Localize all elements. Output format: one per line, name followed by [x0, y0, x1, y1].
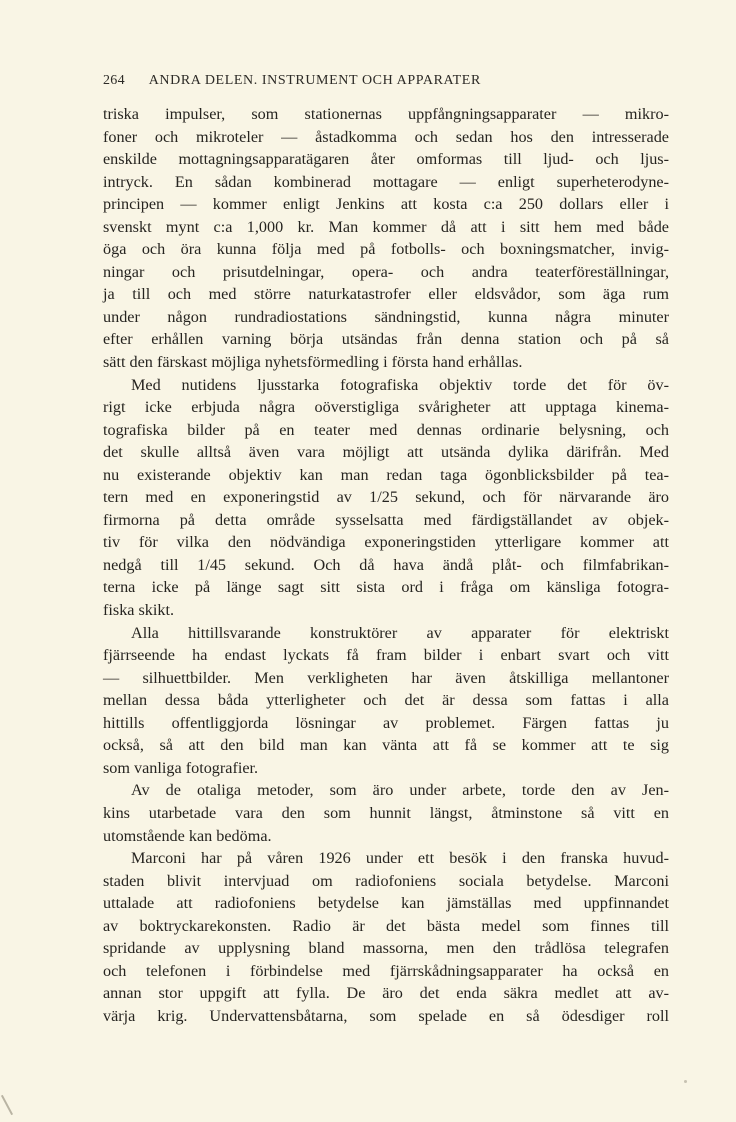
text-line: Marconi har på våren 1926 under ett besök i den franska huvud- [131, 849, 669, 868]
text-line: enskilde mottagningsapparatägaren åter omformas till ljud- och ljus- [103, 150, 669, 169]
text-line: Med nutidens ljusstarka fotografiska objektiv torde det för öv- [131, 375, 669, 394]
page-header [103, 73, 668, 89]
text-line: Alla hittillsvarande konstruktörer av apparater för elektriskt [131, 623, 669, 642]
text-line: under någon rundradiostations sändningstid, kunna några minuter [103, 307, 669, 326]
text-line: firmorna på detta område sysselsatta med färdigställandet av objek- [103, 510, 669, 529]
text-line: kins utarbetade vara den som hunnit längst, åtminstone så vitt en [103, 803, 669, 822]
text-line: tiv för vilka den nödvändiga exponeringstiden ytterligare kommer att [103, 533, 669, 552]
text-line: av boktryckarekonsten. Radio är det bästa medel som finnes till [103, 916, 669, 935]
text-line: uttalade att radiofoniens betydelse kan jämställas med uppfinnandet [103, 894, 669, 913]
text-line: tern med en exponeringstid av 1/25 sekund, och för närvarande äro [103, 488, 669, 507]
text-line: principen — kommer enligt Jenkins att kosta c:a 250 dollars eller i [103, 195, 669, 214]
text-line: nedgå till 1/45 sekund. Och då hava ändå plåt- och filmfabrikan- [103, 555, 669, 574]
text-line: rigt icke erbjuda några oöverstigliga svårigheter att upptaga kinema- [103, 398, 669, 417]
text-line: annan stor uppgift att fylla. De äro det enda säkra medlet att av- [103, 984, 669, 1003]
text-line: triska impulser, som stationernas uppfångningsapparater — mikro- [103, 105, 669, 123]
text-line: värja krig. Undervattensbåtarna, som spelade en så ödesdiger roll [103, 1006, 669, 1025]
margin-pencil-mark [1, 1095, 13, 1115]
text-line: intryck. En sådan kombinerad mottagare — enligt superheterodyne- [103, 172, 669, 191]
text-line: mellan dessa båda ytterligheter och det är dessa som fattas i alla [103, 691, 669, 710]
text-line: och telefonen i förbindelse med fjärrskådningsapparater ha också en [103, 961, 669, 980]
text-line: utomstående kan bedöma. [103, 826, 272, 845]
text-line: spridande av upplysning bland massorna, men den trådlösa telegrafen [103, 939, 669, 958]
text-line: fjärrseende ha endast lyckats få fram bilder i enbart svart och vitt [103, 646, 669, 665]
text-line: efter erhållen varning börja utsändas från denna station och på så [103, 330, 669, 349]
text-line: hittills offentliggjorda lösningar av problemet. Färgen fattas ju [103, 713, 669, 732]
text-line: terna icke på länge sagt sitt sista ord i fråga om känsliga fotogra- [103, 578, 669, 597]
text-line: foner och mikroteler — åstadkomma och sedan hos den intresserade [103, 127, 669, 146]
paper-speck [684, 1080, 687, 1083]
running-title: ANDRA DELEN. INSTRUMENT OCH APPARATER [148, 73, 481, 88]
text-line: ningar och prisutdelningar, opera- och andra teaterföreställningar, [103, 262, 669, 281]
text-line: — silhuettbilder. Men verkligheten har även åtskilliga mellantoner [103, 668, 669, 687]
text-line: svenskt mynt c:a 1,000 kr. Man kommer då att i sitt hem med både [103, 217, 669, 236]
text-line: också, så att den bild man kan vänta att få se kommer att te sig [103, 736, 669, 755]
body-text [103, 103, 669, 1027]
page-number: 264 [103, 73, 125, 88]
text-line: Av de otaliga metoder, som äro under arbete, torde den av Jen- [131, 781, 669, 800]
text-line: öga och öra kunna följa med på fotbolls- och boxningsmatcher, invig- [103, 240, 669, 259]
text-line: nu existerande objektiv kan man redan taga ögonblicksbilder på tea- [103, 465, 669, 484]
text-line: sätt den färskast möjliga nyhetsförmedling i första hand erhållas. [103, 353, 523, 372]
text-line: tografiska bilder på en teater med dennas ordinarie belysning, och [103, 420, 669, 439]
text-line: det skulle alltså även vara möjligt att utsända dylika därifrån. Med [103, 443, 669, 462]
text-line: fiska skikt. [103, 601, 175, 620]
text-line: ja till och med större naturkatastrofer eller eldsvådor, som äga rum [103, 285, 669, 304]
text-line: staden blivit intervjuad om radiofoniens sociala betydelse. Marconi [103, 871, 669, 890]
text-line: som vanliga fotografier. [103, 758, 259, 777]
